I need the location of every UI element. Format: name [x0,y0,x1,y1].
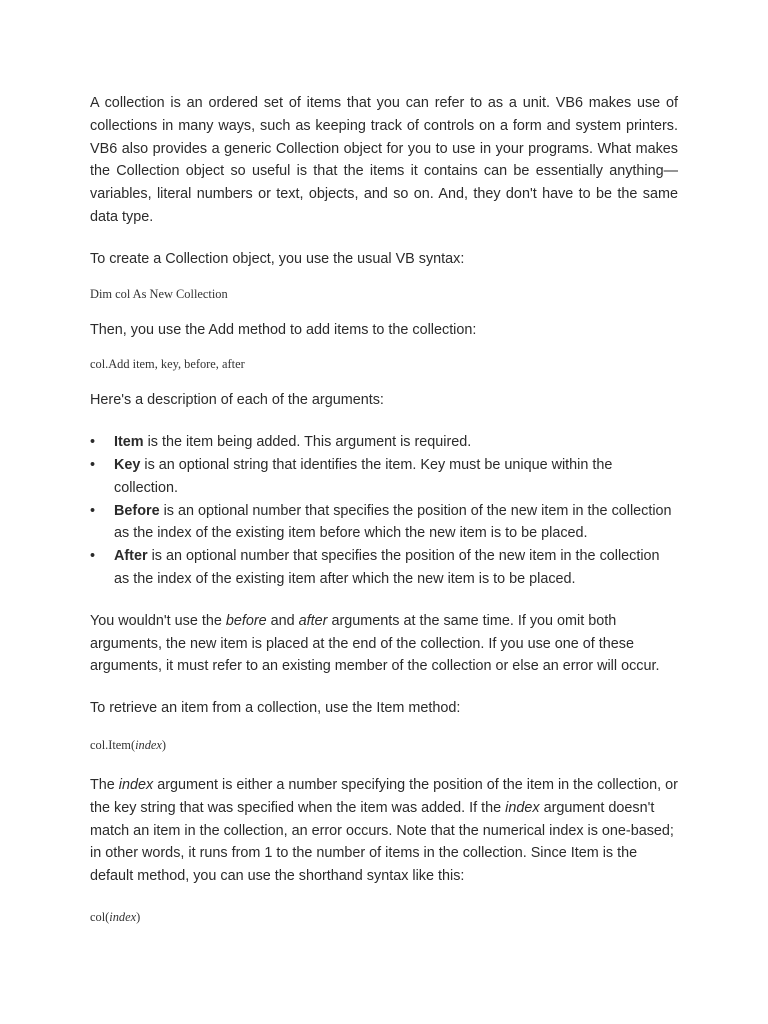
text-run: arguments at the same time. If you omit both arguments, the new item is placed at the end of the collection. If you use one of these arguments, it must refer to an existing member of the collection or else an error will occur. [90,612,660,675]
bullet-icon: • [90,456,96,473]
argument-description: is an optional number that specifies the position of the new item in the collection as the index of the existing item before which the new item is to be placed. [114,502,672,542]
text-run: The [90,776,119,793]
argument-term: Item [114,434,144,451]
item-method-code [90,736,678,754]
retrieve-item-paragraph: To retrieve an item from a collection, use the Item method: [90,700,461,717]
text-run: You wouldn't use the [90,612,226,629]
before-emphasis: before [225,612,267,629]
argument-item-key [90,454,678,500]
code-run: col.Item( [90,737,136,752]
argument-term: Key [114,456,141,473]
bullet-icon: • [90,434,96,451]
argument-item-after [90,545,678,591]
index-emphasis: index [118,776,154,793]
dim-collection-code: Dim col As New Collection [90,286,228,301]
create-collection-paragraph: To create a Collection object, you use the usual VB syntax: [90,250,465,267]
argument-item-item [90,431,678,454]
code-run: ) [136,909,141,924]
argument-item-before [90,500,678,546]
code-run: ) [161,737,167,752]
code-run: col( [90,909,110,924]
add-method-paragraph: Then, you use the Add method to add items to the collection: [90,321,477,338]
arguments-intro-paragraph: Here's a description of each of the arguments: [90,392,384,409]
argument-description: is an optional number that specifies the position of the new item in the collection as the index of the existing item after which the new item is to be placed. [114,548,660,587]
index-argument-paragraph [90,774,678,888]
argument-term: Before [114,502,160,519]
index-emphasis: index [109,909,137,924]
argument-description: is an optional string that identifies the item. Key must be unique within the collection. [114,456,613,496]
before-after-paragraph [90,610,678,678]
document-page [90,92,678,926]
arguments-list [90,431,678,591]
intro-paragraph: A collection is an ordered set of items that you can refer to as a unit. VB6 makes use of collections in many ways, such as keeping track of controls on a form and system printers. VB6 also provides a generic Collection object for you to use in your programs. What makes the Collection object so useful is that the items it contains can be essentially anything—variables, literal numbers or text, objects, and so on. And, they don't have to be the same data type. [90,95,678,225]
bullet-icon: • [90,548,96,565]
argument-description: is the item being added. This argument is required. [143,434,472,451]
bullet-icon: • [90,502,96,519]
text-run: and [266,612,299,629]
index-emphasis: index [505,799,540,816]
argument-term: After [114,548,148,565]
after-emphasis: after [298,612,328,629]
text-run: argument is either a number specifying the position of the item in the collection, or the key string that was specified when the item was added. If the [90,776,678,816]
index-emphasis: index [135,737,162,752]
text-run: argument doesn't match an item in the collection, an error occurs. Note that the numerical index is one-based; in other words, it runs from 1 to the number of items in the collection. Since Item is the default method, you can use the shorthand syntax like this: [90,799,674,885]
shorthand-code [90,908,678,926]
add-method-code: col.Add item, key, before, after [90,357,245,372]
